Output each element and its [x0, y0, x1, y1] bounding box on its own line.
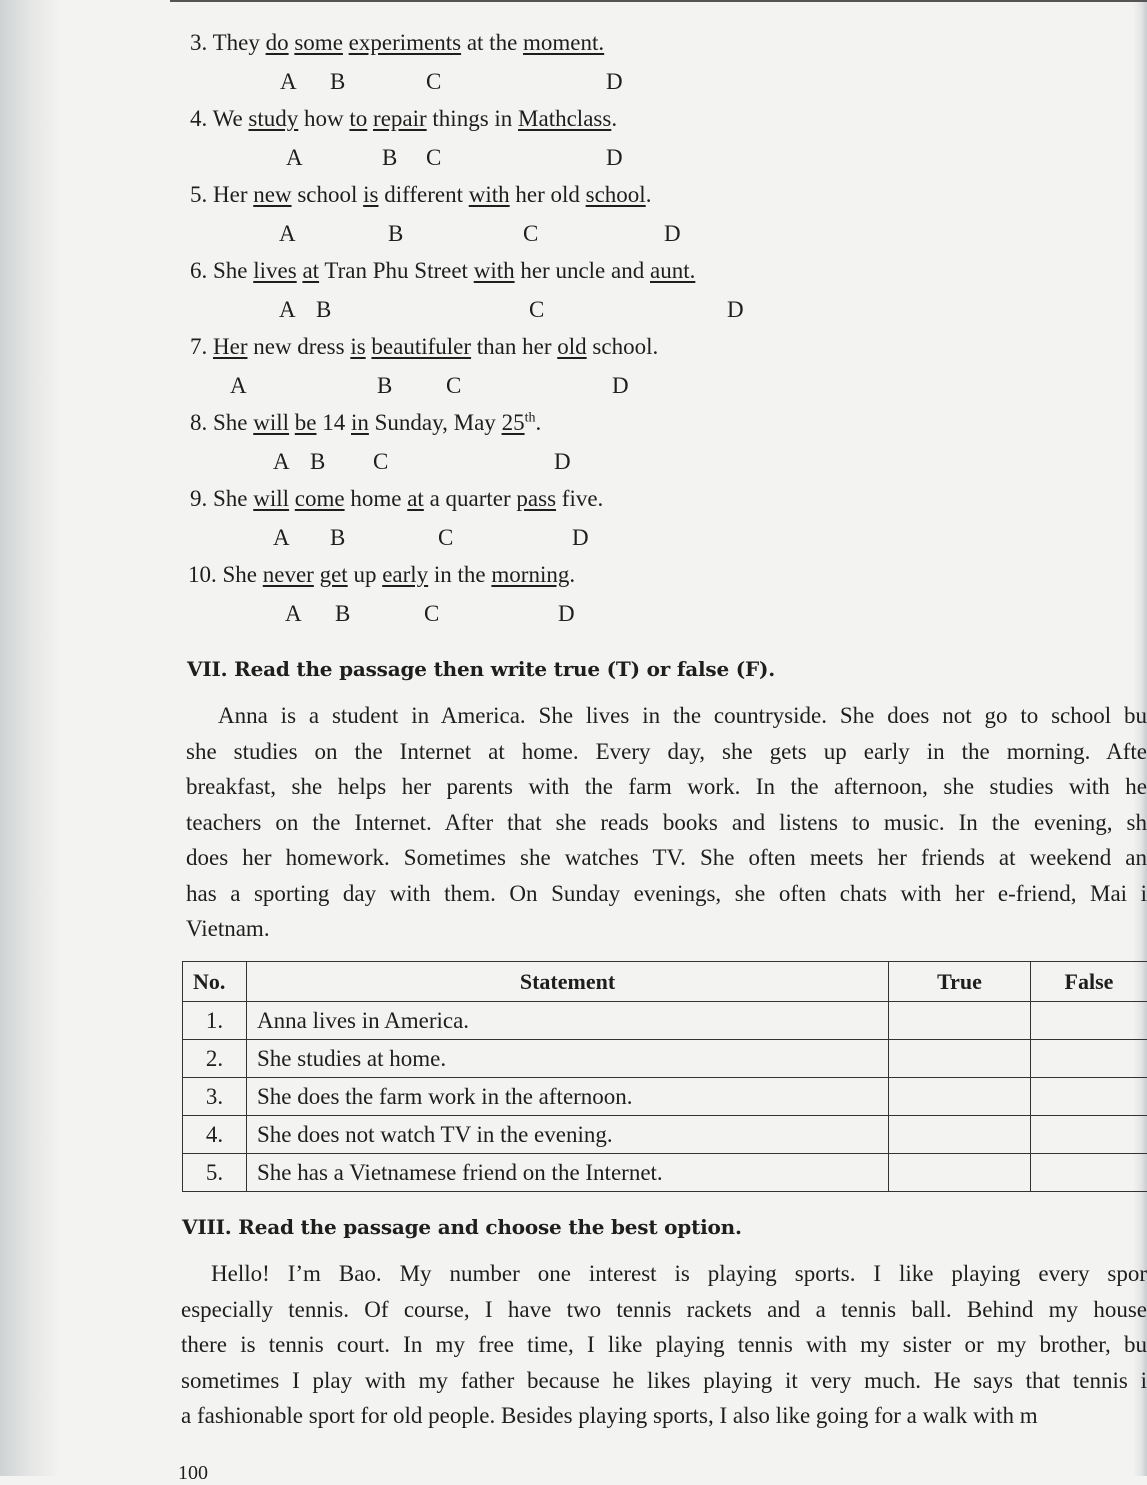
- question-number: 3.: [190, 30, 213, 55]
- answer-letter-d: D: [606, 145, 623, 171]
- true-cell[interactable]: [889, 1078, 1031, 1116]
- answer-letter-d: D: [612, 373, 629, 399]
- underlined-option: with: [474, 258, 515, 283]
- col-header-no: No.: [183, 962, 247, 1002]
- question-line: [188, 562, 575, 588]
- passage-line: Anna is a student in America. She lives in the countryside. She does not go to school bu: [186, 698, 1147, 734]
- answer-letter-d: D: [606, 69, 623, 95]
- underlined-option: be: [295, 410, 317, 435]
- underlined-option: do: [266, 30, 289, 55]
- answer-letter-a: A: [280, 69, 297, 95]
- passage-line: she studies on the Internet at home. Every day, she gets up early in the morning. Afte: [186, 734, 1147, 770]
- answer-letter-a: A: [285, 601, 302, 627]
- row-statement: She does not watch TV in the evening.: [247, 1116, 889, 1154]
- answer-letter-c: C: [426, 145, 441, 171]
- underlined-option: school: [586, 182, 646, 207]
- answer-letter-c: C: [426, 69, 441, 95]
- answer-letter-d: D: [558, 601, 575, 627]
- question-line: [190, 410, 541, 436]
- question-text: new dress: [247, 334, 350, 359]
- question-text: different: [378, 182, 468, 207]
- underlined-option: early: [382, 562, 428, 587]
- question-number: 6.: [190, 258, 213, 283]
- section-7-passage: [186, 698, 1147, 947]
- passage-line: has a sporting day with them. On Sunday evenings, she often chats with her e-friend, Mai i: [186, 876, 1147, 912]
- question-text: in the: [428, 562, 491, 587]
- false-cell[interactable]: [1031, 1116, 1147, 1154]
- question-text: .: [535, 410, 541, 435]
- question-line: [190, 182, 651, 208]
- section-8-heading: VIII. Read the passage and choose the best option.: [182, 1215, 742, 1239]
- table-row: [183, 1116, 1147, 1154]
- true-cell[interactable]: [889, 1116, 1031, 1154]
- underlined-option: never: [263, 562, 314, 587]
- row-statement: She studies at home.: [247, 1040, 889, 1078]
- answer-letter-b: B: [388, 221, 403, 247]
- underlined-option: pass: [516, 486, 556, 511]
- underlined-option: morning: [491, 562, 569, 587]
- page-number: 100: [178, 1462, 208, 1485]
- answer-letter-c: C: [373, 449, 388, 475]
- answer-letter-a: A: [273, 449, 290, 475]
- question-text: She: [213, 486, 253, 511]
- passage-line: breakfast, she helps her parents with the farm work. In the afternoon, she studies with he: [186, 769, 1147, 805]
- false-cell[interactable]: [1031, 1040, 1147, 1078]
- answer-letter-b: B: [377, 373, 392, 399]
- underlined-option: Her: [213, 334, 247, 359]
- ordinal-suffix: th: [525, 410, 536, 425]
- question-number: 7.: [190, 334, 213, 359]
- underlined-option: new: [253, 182, 291, 207]
- answer-letter-b: B: [310, 449, 325, 475]
- underlined-option: some: [294, 30, 343, 55]
- underlined-option: Mathclass: [518, 106, 611, 131]
- question-number: 8.: [190, 410, 213, 435]
- row-statement: She does the farm work in the afternoon.: [247, 1078, 889, 1116]
- answer-letter-c: C: [529, 297, 544, 323]
- question-text: how: [298, 106, 349, 131]
- question-text: They: [213, 30, 266, 55]
- answer-letter-c: C: [424, 601, 439, 627]
- col-header-false: False: [1031, 962, 1147, 1002]
- false-cell[interactable]: [1031, 1002, 1147, 1040]
- answer-letter-a: A: [273, 525, 290, 551]
- true-cell[interactable]: [889, 1154, 1031, 1192]
- section-8-passage: [181, 1256, 1147, 1434]
- underlined-option: old: [557, 334, 586, 359]
- question-text: .: [569, 562, 575, 587]
- true-cell[interactable]: [889, 1002, 1031, 1040]
- answer-letter-c: C: [446, 373, 461, 399]
- answer-letter-b: B: [382, 145, 397, 171]
- false-cell[interactable]: [1031, 1154, 1147, 1192]
- question-text: Tran Phu Street: [319, 258, 474, 283]
- underlined-option: is: [363, 182, 378, 207]
- passage-line: a fashionable sport for old people. Besides playing sports, I also like going for a walk with m: [181, 1398, 1147, 1434]
- answer-letter-d: D: [664, 221, 681, 247]
- question-number: 9.: [190, 486, 213, 511]
- underlined-option: will: [253, 410, 289, 435]
- answer-letter-d: D: [727, 297, 744, 323]
- section-7-heading: VII. Read the passage then write true (T) or false (F).: [187, 657, 775, 681]
- question-text: things in: [427, 106, 518, 131]
- true-false-table: [182, 961, 1147, 1192]
- answer-letter-d: D: [572, 525, 589, 551]
- col-header-statement: Statement: [247, 962, 889, 1002]
- row-number: 1.: [183, 1002, 247, 1040]
- answer-letter-b: B: [330, 69, 345, 95]
- underlined-option: repair: [373, 106, 427, 131]
- question-text: She: [223, 562, 263, 587]
- row-statement: She has a Vietnamese friend on the Internet.: [247, 1154, 889, 1192]
- question-line: [190, 334, 658, 360]
- question-text: school: [292, 182, 364, 207]
- table-header-row: [183, 962, 1147, 1002]
- question-text: We: [213, 106, 249, 131]
- col-header-true: True: [889, 962, 1031, 1002]
- passage-line: sometimes I play with my father because he likes playing it very much. He says that tennis i: [181, 1363, 1147, 1399]
- row-number: 2.: [183, 1040, 247, 1078]
- answer-letter-a: A: [286, 145, 303, 171]
- question-text: .: [646, 182, 652, 207]
- question-text: five.: [556, 486, 603, 511]
- passage-line: there is tennis court. In my free time, I like playing tennis with my sister or my brother, bu: [181, 1327, 1147, 1363]
- question-text: 14: [317, 410, 352, 435]
- passage-line: teachers on the Internet. After that she reads books and listens to music. In the evening, sh: [186, 805, 1147, 841]
- question-number: 10.: [188, 562, 223, 587]
- answer-letter-b: B: [330, 525, 345, 551]
- table-row: [183, 1002, 1147, 1040]
- answer-letter-a: A: [230, 373, 247, 399]
- row-statement: Anna lives in America.: [247, 1002, 889, 1040]
- row-number: 4.: [183, 1116, 247, 1154]
- answer-letter-c: C: [438, 525, 453, 551]
- table-row: [183, 1154, 1147, 1192]
- question-number: 4.: [190, 106, 213, 131]
- question-line: [190, 486, 603, 512]
- answer-letter-a: A: [279, 221, 296, 247]
- question-text: Sunday, May: [369, 410, 502, 435]
- false-cell[interactable]: [1031, 1078, 1147, 1116]
- passage-line: Vietnam.: [186, 911, 1147, 947]
- question-text: her uncle and: [515, 258, 650, 283]
- underlined-option: at: [407, 486, 424, 511]
- row-number: 3.: [183, 1078, 247, 1116]
- answer-letter-c: C: [523, 221, 538, 247]
- question-text: up: [348, 562, 383, 587]
- underlined-option: aunt.: [650, 258, 695, 283]
- underlined-option: experiments: [349, 30, 461, 55]
- underlined-option: with: [469, 182, 510, 207]
- page-gutter-shadow: [0, 0, 60, 1476]
- question-text: .: [611, 106, 617, 131]
- question-text: She: [213, 258, 253, 283]
- underlined-option: to: [349, 106, 367, 131]
- question-line: [190, 258, 695, 284]
- question-text: Her: [213, 182, 253, 207]
- question-text: home: [345, 486, 408, 511]
- passage-line: does her homework. Sometimes she watches TV. She often meets her friends at weekend an: [186, 840, 1147, 876]
- underlined-option: is: [350, 334, 365, 359]
- answer-letter-b: B: [335, 601, 350, 627]
- underlined-option: lives: [253, 258, 296, 283]
- underlined-option: moment.: [523, 30, 604, 55]
- table-row: [183, 1040, 1147, 1078]
- row-number: 5.: [183, 1154, 247, 1192]
- question-text: a quarter: [424, 486, 517, 511]
- underlined-option: at: [302, 258, 319, 283]
- question-text: than her: [471, 334, 557, 359]
- question-text: She: [213, 410, 253, 435]
- question-text: at the: [461, 30, 523, 55]
- question-line: [190, 106, 617, 132]
- question-text: her old: [510, 182, 586, 207]
- underlined-option: in: [351, 410, 369, 435]
- underlined-option: 25: [502, 410, 525, 435]
- underlined-option: get: [320, 562, 348, 587]
- underlined-option: beautifuler: [371, 334, 471, 359]
- answer-letter-d: D: [554, 449, 571, 475]
- answer-letter-a: A: [279, 297, 296, 323]
- question-text: school.: [587, 334, 659, 359]
- underlined-option: study: [248, 106, 298, 131]
- top-rule: [170, 0, 1147, 2]
- true-cell[interactable]: [889, 1040, 1031, 1078]
- underlined-option: will: [253, 486, 289, 511]
- question-number: 5.: [190, 182, 213, 207]
- question-line: [190, 30, 604, 56]
- underlined-option: come: [295, 486, 345, 511]
- passage-line: Hello! I’m Bao. My number one interest is playing sports. I like playing every spor: [181, 1256, 1147, 1292]
- table-row: [183, 1078, 1147, 1116]
- answer-letter-b: B: [316, 297, 331, 323]
- passage-line: especially tennis. Of course, I have two tennis rackets and a tennis ball. Behind my house: [181, 1292, 1147, 1328]
